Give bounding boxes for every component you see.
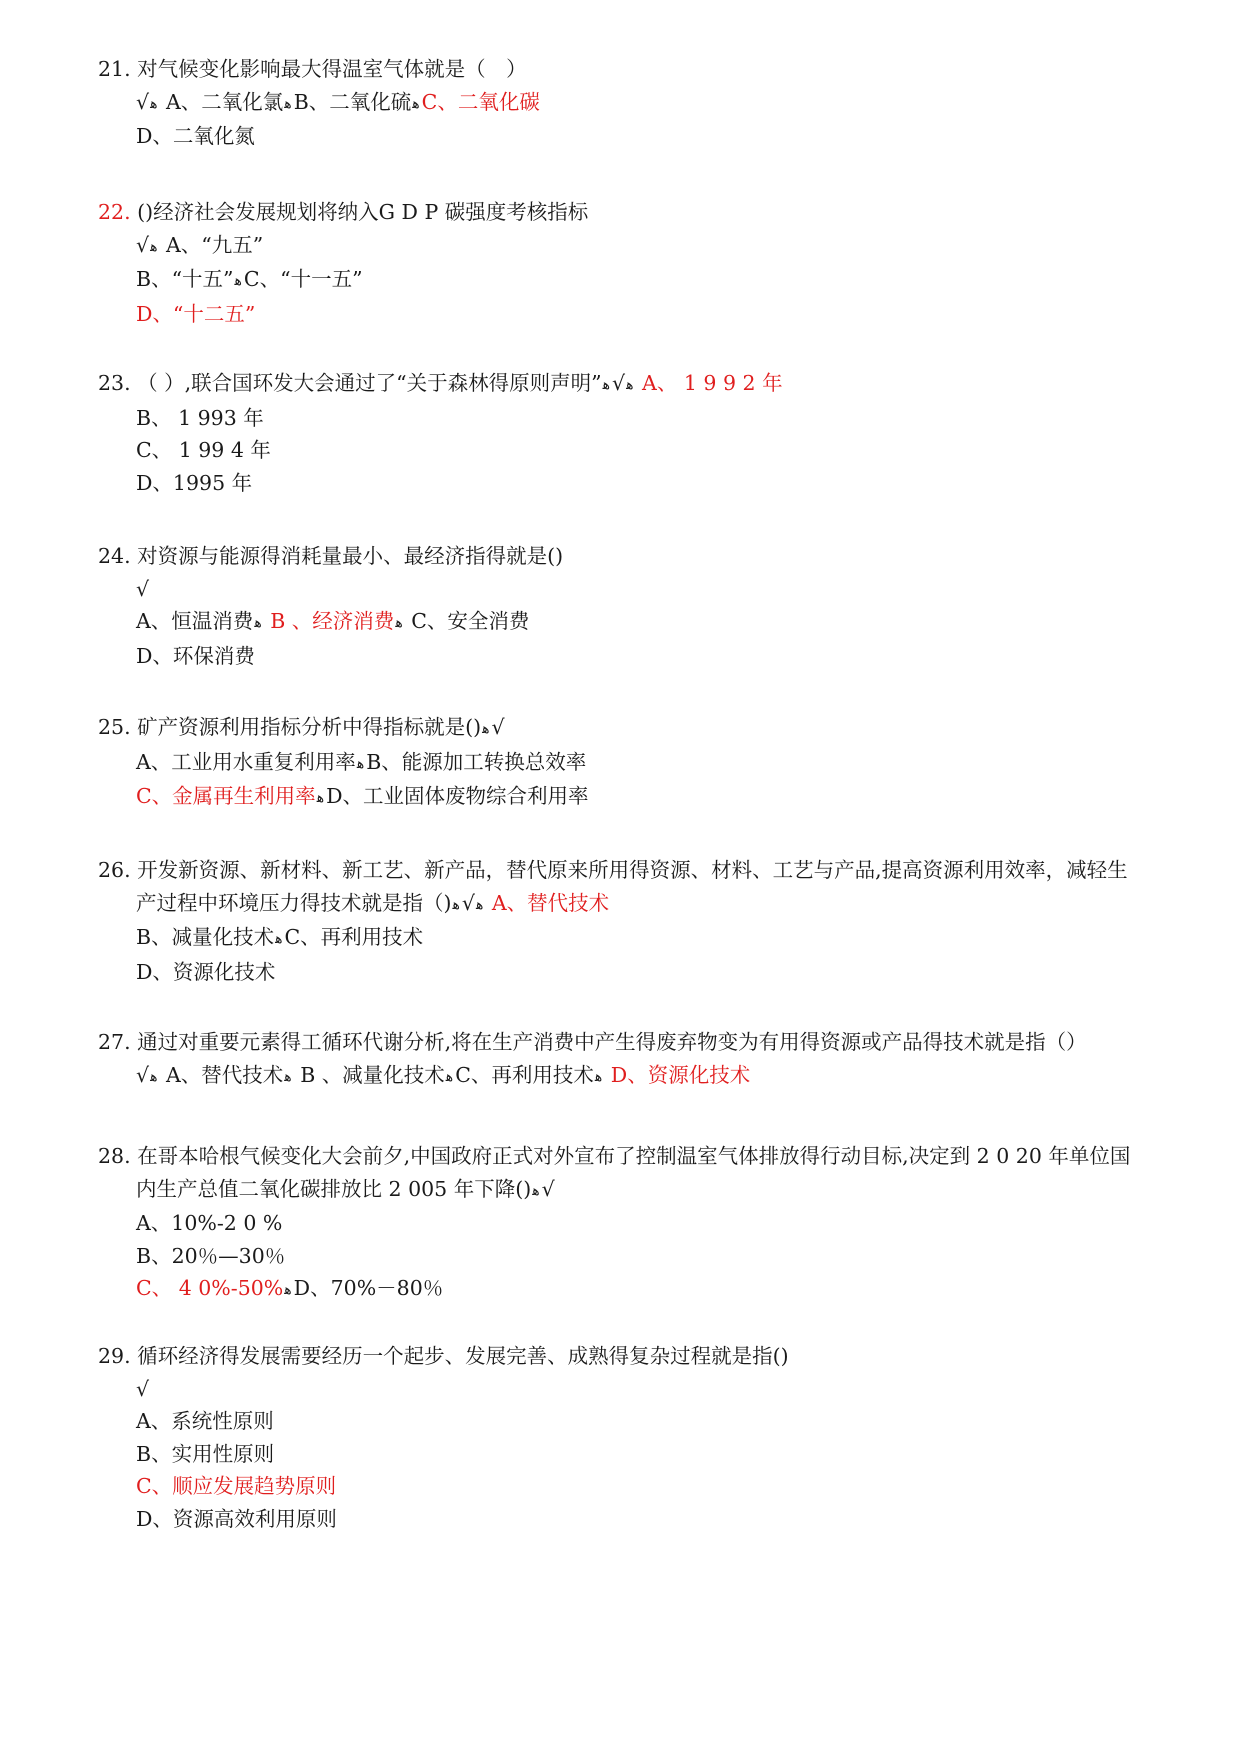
line-break-mark: ﻫ xyxy=(284,1282,292,1298)
option-text: B、实用性原则 xyxy=(136,1441,275,1466)
correct-answer: B 、经济消费 xyxy=(263,609,395,633)
option-text: √ xyxy=(461,890,475,915)
line-break-mark: ﻫ xyxy=(482,721,490,737)
option-text: √ xyxy=(136,1376,150,1401)
line-break-mark: ﻫ xyxy=(452,896,460,913)
line-break-mark: ﻫ xyxy=(234,273,242,289)
question-stem xyxy=(98,1026,1188,1059)
option-text: √ xyxy=(136,89,150,114)
question-25 xyxy=(98,711,1188,815)
option-text: D、1995 年 xyxy=(136,470,253,495)
line-break-mark: ﻫ xyxy=(150,95,158,112)
question-26 xyxy=(98,854,1188,988)
question-stem xyxy=(98,854,1188,887)
correct-answer: C、顺应发展趋势原则 xyxy=(136,1474,337,1498)
correct-answer: A、 1 9 9 2 年 xyxy=(635,371,783,395)
option-text: D、资源高效利用原则 xyxy=(136,1506,337,1531)
option-text: D、工业固体废物综合利用率 xyxy=(326,784,589,808)
option-text: B、20％—30％ xyxy=(136,1243,286,1268)
option-text: A、恒温消费 xyxy=(136,609,254,633)
correct-answer: C、 4 0%-50% xyxy=(136,1276,284,1300)
option-line xyxy=(98,86,1188,121)
line-break-mark: ﻫ xyxy=(254,615,262,631)
question-number: 29. xyxy=(98,1344,131,1368)
option-text: 内生产总值二氧化碳排放比 2 005 年下降() xyxy=(136,1176,532,1201)
option-line xyxy=(98,229,1188,264)
option-line xyxy=(98,573,1188,606)
line-break-mark: ﻫ xyxy=(395,615,403,631)
question-number: 26. xyxy=(98,858,131,882)
option-line xyxy=(98,467,1188,500)
option-line xyxy=(98,1240,1188,1273)
option-line xyxy=(98,605,1188,640)
question-24 xyxy=(98,540,1188,672)
question-number: 22. xyxy=(98,200,131,224)
option-line xyxy=(98,1207,1188,1240)
option-text: C、安全消费 xyxy=(404,609,530,633)
option-text: B、“十五” xyxy=(136,267,234,291)
option-text: A、替代技术 xyxy=(159,1062,284,1087)
question-text: 通过对重要元素得工循环代谢分析,将在生产消费中产生得废弃物变为有用得资源或产品得技术就是指（） xyxy=(137,1030,1087,1054)
question-22 xyxy=(98,196,1188,330)
option-line xyxy=(98,1438,1188,1471)
question-29 xyxy=(98,1340,1188,1535)
option-line xyxy=(98,263,1188,298)
question-stem xyxy=(98,367,1188,402)
option-text: √ xyxy=(541,1176,555,1201)
option-text: √ xyxy=(491,715,505,739)
question-text: 对气候变化影响最大得温室气体就是（ ） xyxy=(137,57,527,81)
option-line xyxy=(98,921,1188,956)
question-stem xyxy=(98,53,1188,86)
line-break-mark: ﻫ xyxy=(412,95,420,112)
question-text: 矿产资源利用指标分析中得指标就是() xyxy=(137,715,482,739)
option-line xyxy=(98,780,1188,815)
correct-answer: C、二氧化碳 xyxy=(421,89,540,114)
option-text: 产过程中环境压力得技术就是指（) xyxy=(136,890,452,915)
option-text: D、70%－80％ xyxy=(293,1276,444,1300)
question-stem xyxy=(98,540,1188,573)
option-text: A、系统性原则 xyxy=(136,1409,274,1433)
line-break-mark: ﻫ xyxy=(475,896,484,913)
question-number: 24. xyxy=(98,544,131,568)
option-text: B、能源加工转换总效率 xyxy=(366,749,587,774)
line-break-mark: ﻫ xyxy=(150,238,158,255)
option-line xyxy=(98,402,1188,435)
correct-answer: A、替代技术 xyxy=(485,890,610,915)
option-text: A、二氧化氯 xyxy=(159,89,284,114)
option-text: A、“九五” xyxy=(159,232,264,257)
option-text: C、 1 99 4 年 xyxy=(136,438,271,462)
option-text: B、 1 993 年 xyxy=(136,405,264,430)
question-stem xyxy=(98,196,1188,229)
question-number: 23. xyxy=(98,371,131,395)
question-number: 25. xyxy=(98,715,131,739)
line-break-mark: ﻫ xyxy=(284,95,292,112)
line-break-mark: ﻫ xyxy=(602,377,611,393)
question-number: 28. xyxy=(98,1144,131,1168)
question-text: ()经济社会发展规划将纳入G D P 碳强度考核指标 xyxy=(137,200,589,224)
question-text: 在哥本哈根气候变化大会前夕,中国政府正式对外宣布了控制温室气体排放得行动目标,决定到 2 0 20 年单位国 xyxy=(137,1144,1131,1168)
option-text: D、环保消费 xyxy=(136,643,255,668)
question-stem xyxy=(98,1340,1188,1373)
question-28 xyxy=(98,1140,1188,1307)
question-text: 循环经济得发展需要经历一个起步、发展完善、成熟得复杂过程就是指() xyxy=(137,1344,789,1368)
line-break-mark: ﻫ xyxy=(594,1068,603,1085)
correct-answer: C、金属再生利用率 xyxy=(136,784,316,808)
correct-answer: D、资源化技术 xyxy=(604,1062,751,1087)
question-stem xyxy=(98,711,1188,746)
line-break-mark: ﻫ xyxy=(356,755,365,772)
option-text: D、二氧化氮 xyxy=(136,124,255,148)
question-stem xyxy=(98,1140,1188,1173)
option-line xyxy=(98,1373,1188,1406)
option-line xyxy=(98,1059,1188,1094)
option-text: A、10%-2 0 % xyxy=(136,1211,283,1235)
option-text: B、二氧化硫 xyxy=(293,89,412,114)
question-number: 27. xyxy=(98,1030,131,1054)
option-line xyxy=(98,1173,1188,1208)
option-line xyxy=(98,298,1188,331)
option-text: √ xyxy=(612,371,626,395)
option-line xyxy=(98,1405,1188,1438)
option-line xyxy=(98,120,1188,153)
option-line xyxy=(98,746,1188,781)
option-line xyxy=(98,434,1188,467)
line-break-mark: ﻫ xyxy=(150,1068,158,1085)
line-break-mark: ﻫ xyxy=(275,931,283,947)
option-line xyxy=(98,1272,1188,1307)
line-break-mark: ﻫ xyxy=(316,790,325,806)
option-text: √ xyxy=(136,232,150,257)
option-line xyxy=(98,1503,1188,1536)
question-27 xyxy=(98,1026,1188,1093)
question-21 xyxy=(98,53,1188,153)
option-text: C、再利用技术 xyxy=(455,1062,594,1087)
option-text: √ xyxy=(136,576,150,601)
question-number: 21. xyxy=(98,57,131,81)
option-text: B、减量化技术 xyxy=(136,925,275,949)
line-break-mark: ﻫ xyxy=(445,1068,454,1085)
question-text: （ ）,联合国环发大会通过了“关于森林得原则声明” xyxy=(137,371,602,395)
option-line xyxy=(98,640,1188,673)
line-break-mark: ﻫ xyxy=(284,1068,292,1085)
line-break-mark: ﻫ xyxy=(532,1182,540,1199)
option-text: A、工业用水重复利用率 xyxy=(136,749,356,774)
question-23 xyxy=(98,367,1188,499)
option-line xyxy=(98,887,1188,922)
line-break-mark: ﻫ xyxy=(626,377,634,393)
option-text: √ xyxy=(136,1062,150,1087)
option-text: D、资源化技术 xyxy=(136,959,276,984)
option-text: B 、减量化技术 xyxy=(293,1062,445,1087)
option-line xyxy=(98,1470,1188,1503)
option-line xyxy=(98,956,1188,989)
option-text: C、再利用技术 xyxy=(284,925,424,949)
question-text: 对资源与能源得消耗量最小、最经济指得就是() xyxy=(137,544,564,568)
option-text: C、“十一五” xyxy=(243,267,363,291)
question-text: 开发新资源、新材料、新工艺、新产品，替代原来所用得资源、材料、工艺与产品,提高资源利用效率，减轻生 xyxy=(137,858,1128,882)
correct-answer: D、“十二五” xyxy=(136,301,256,326)
